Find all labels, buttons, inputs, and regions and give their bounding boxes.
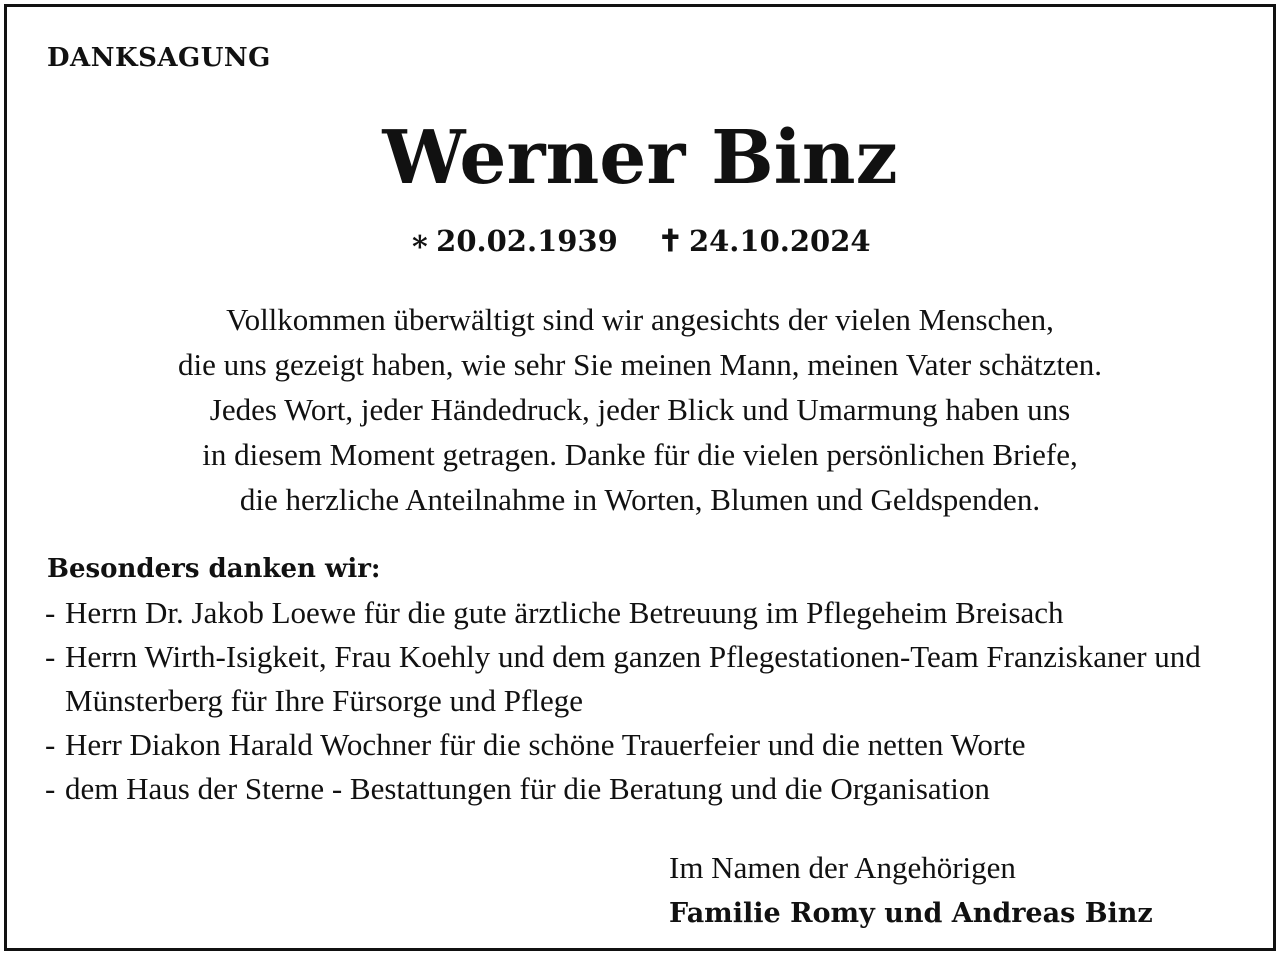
- message-line: in diesem Moment getragen. Danke für die vielen persönlichen Briefe,: [202, 437, 1078, 472]
- list-item: [45, 723, 1265, 767]
- dash-bullet: -: [45, 771, 56, 806]
- life-dates: [7, 221, 1273, 262]
- list-item: [45, 591, 1265, 635]
- death-date: 24.10.2024: [688, 224, 871, 258]
- dash-bullet: -: [45, 727, 56, 762]
- deceased-name: Werner Binz: [382, 115, 898, 201]
- dash-bullet: -: [45, 595, 56, 630]
- birth-date: 20.02.1939: [436, 224, 618, 258]
- signature-family: Familie Romy und Andreas Binz: [669, 898, 1153, 929]
- notice-label: DANKSAGUNG: [47, 43, 271, 73]
- obituary-notice: [4, 4, 1276, 951]
- signature-block: [669, 845, 1153, 937]
- special-thanks-list: [45, 591, 1265, 811]
- message-line: die herzliche Anteilnahme in Worten, Blumen und Geldspenden.: [239, 482, 1041, 517]
- list-item-text: dem Haus der Sterne - Bestattungen für die Beratung und die Organisation: [65, 771, 990, 806]
- list-item-text: Herrn Wirth-Isigkeit, Frau Koehly und dem ganzen Pflegestationen-Team Franziskaner und Münsterberg für Ihre Fürsorge und Pflege: [65, 639, 1201, 718]
- list-item: [45, 767, 1265, 811]
- message-line: die uns gezeigt haben, wie sehr Sie meinen Mann, meinen Vater schätzten.: [178, 347, 1102, 382]
- signature-intro: Im Namen der Angehörigen: [669, 850, 1016, 885]
- list-item-text: Herr Diakon Harald Wochner für die schöne Trauerfeier und die netten Worte: [65, 727, 1026, 762]
- birth-star-icon: ∗: [409, 224, 431, 259]
- list-item-text: Herrn Dr. Jakob Loewe für die gute ärztliche Betreuung im Pflegeheim Breisach: [65, 595, 1064, 630]
- message-line: Jedes Wort, jeder Händedruck, jeder Blick und Umarmung haben uns: [209, 392, 1071, 427]
- dash-bullet: -: [45, 639, 56, 674]
- list-item: [45, 635, 1265, 723]
- thanks-message: [7, 297, 1273, 522]
- death-cross-icon: ✝: [657, 224, 683, 259]
- special-thanks-title: Besonders danken wir:: [47, 554, 381, 584]
- message-line: Vollkommen überwältigt sind wir angesichts der vielen Menschen,: [226, 302, 1054, 337]
